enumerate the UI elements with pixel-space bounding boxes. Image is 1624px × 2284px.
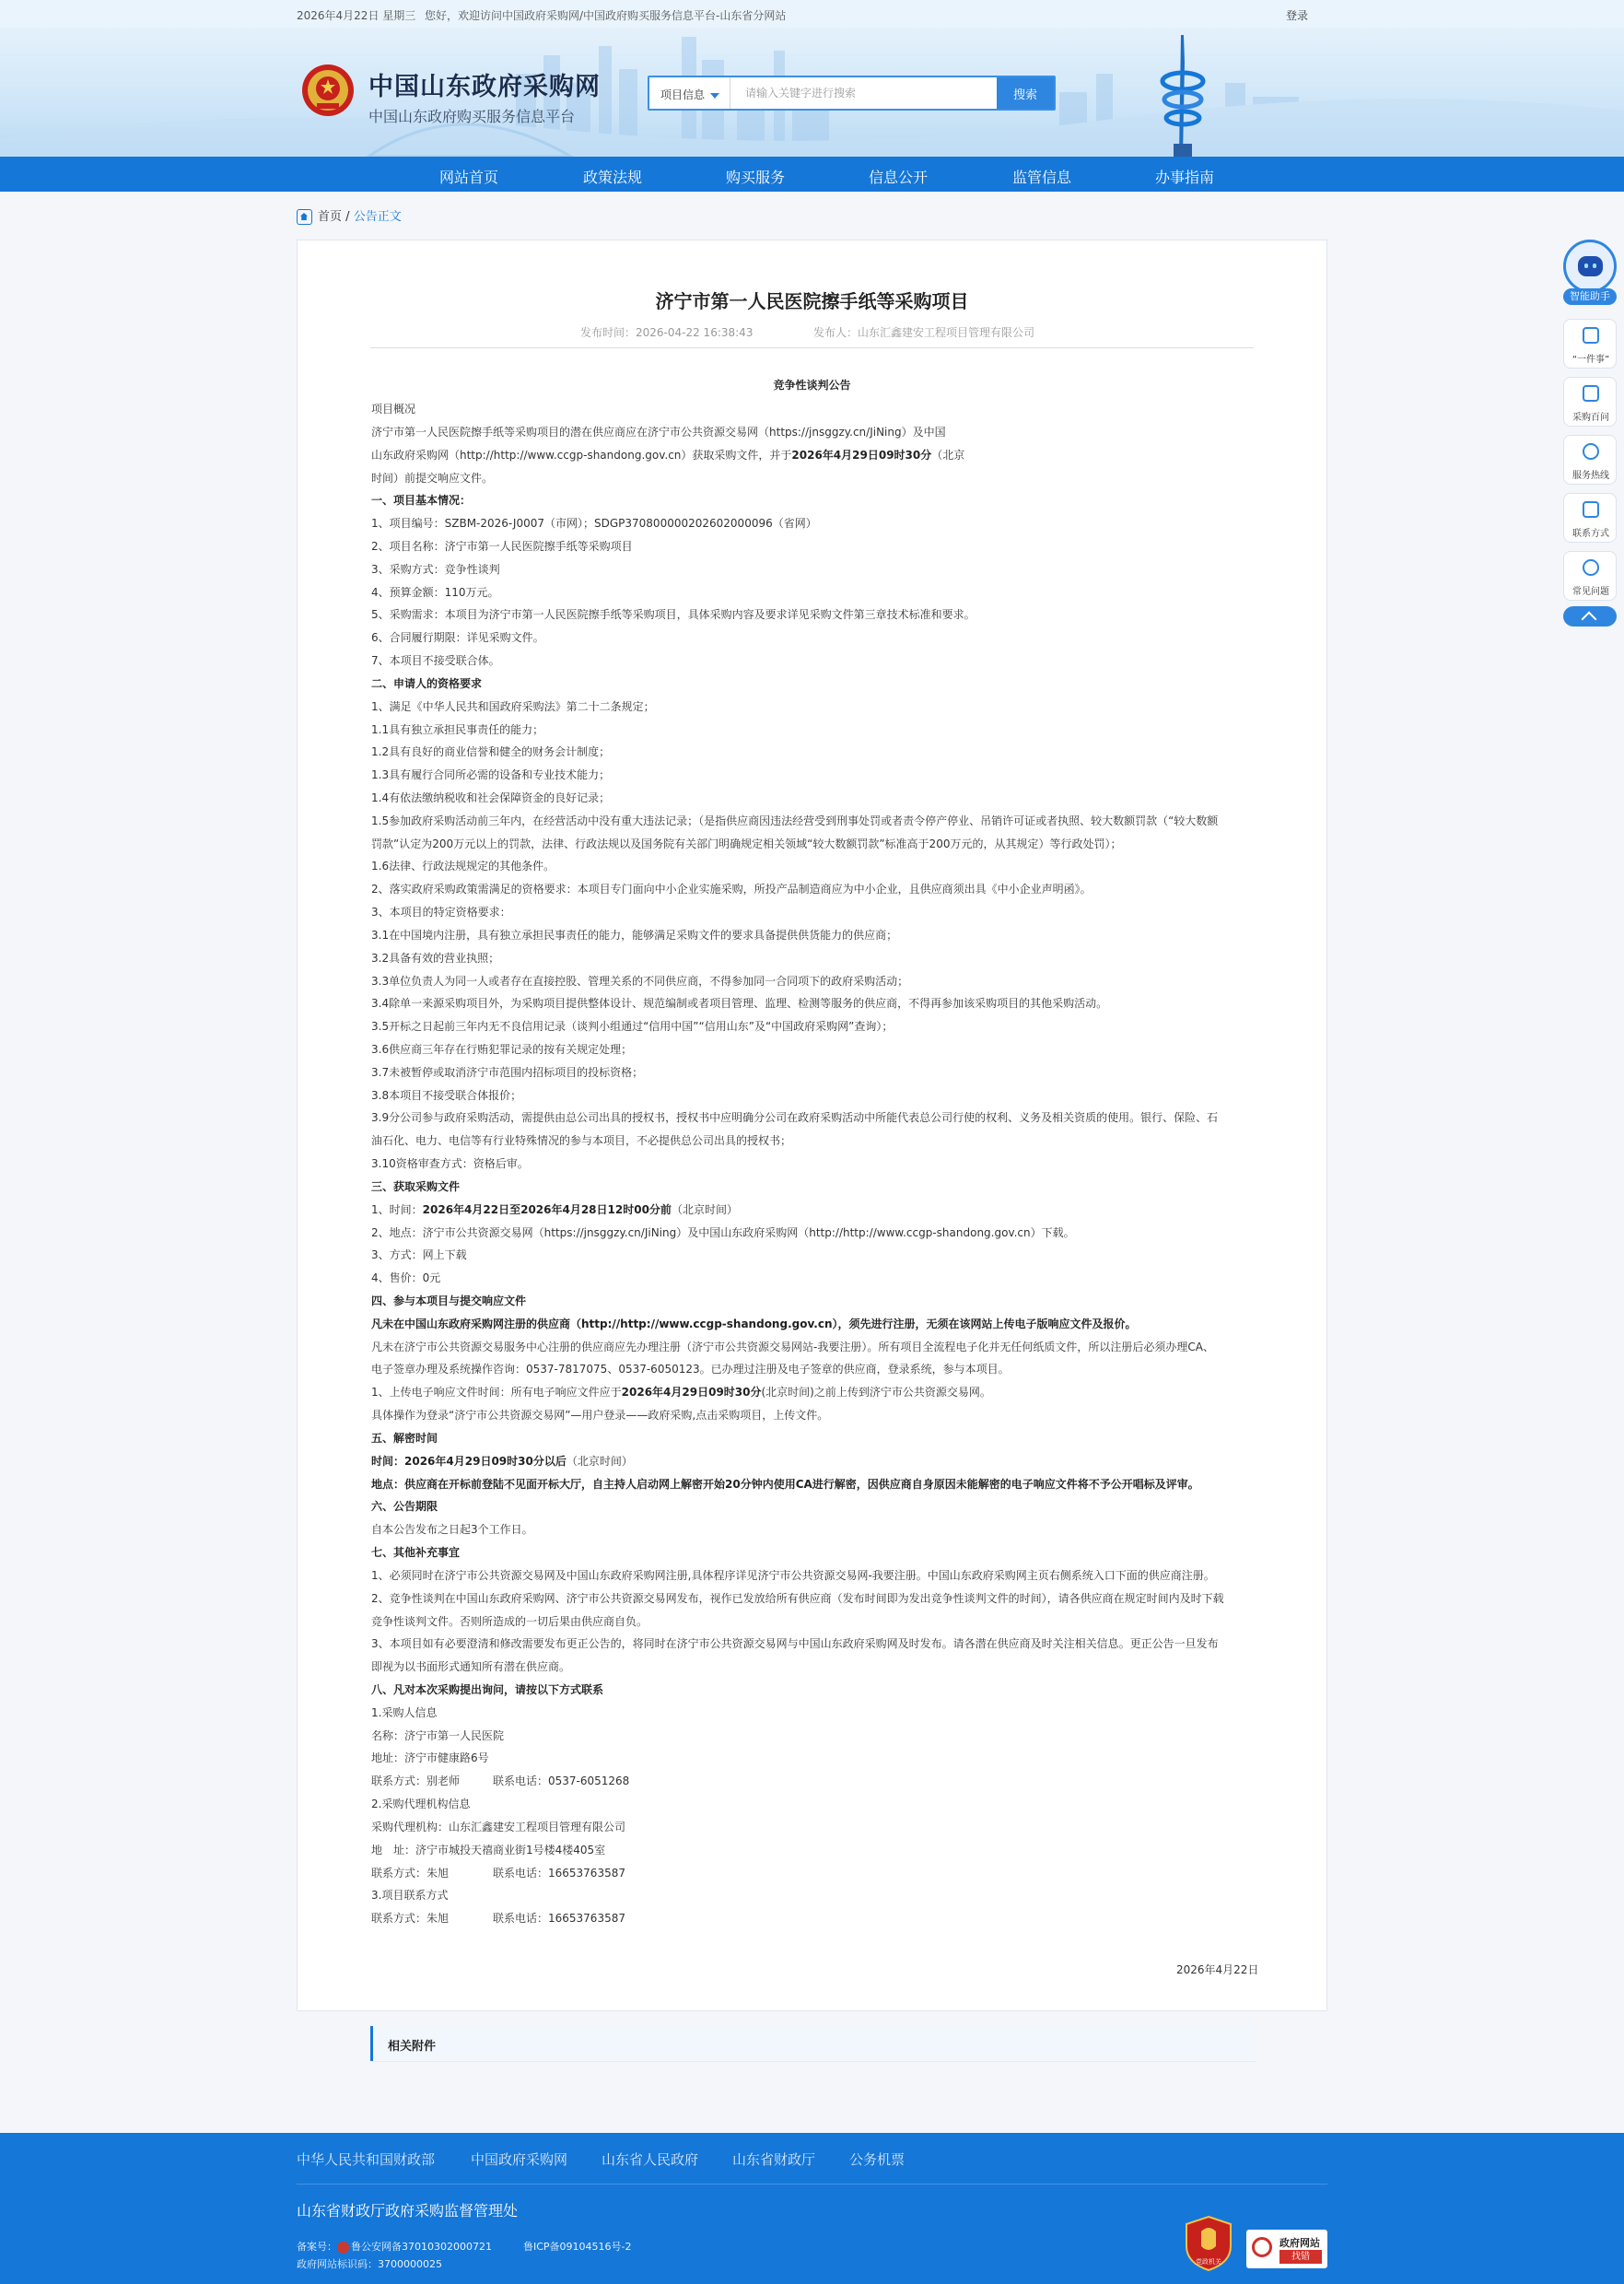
body-line [371,1796,470,1811]
body-text: 1.2具有良好的商业信誉和健全的财务会计制度； [371,745,611,759]
robot-face [1578,256,1603,276]
body-line [371,790,610,805]
body-text: 7、本项目不接受联合体。 [371,654,500,667]
body-text-bold: 二、申请人的资格要求 [371,676,483,690]
publisher: 发布人：山东汇鑫建安工程项目管理有限公司 [813,326,1035,339]
record-label: 备案号： [297,2241,337,2253]
nav-supervision[interactable]: 监管信息 [1012,169,1072,186]
body-text: 3、方式：网上下载 [371,1248,467,1262]
body-line [371,401,415,416]
home-icon[interactable] [297,209,312,225]
body-text: 3.10资格审查方式：资格后审。 [371,1157,529,1171]
body-text: 3.9分公司参与政府采购活动，需提供由总公司出具的授权书，授权书中应明确分公司在政府采购活动中所能代表总公司行使的权利、义务及相关资质的使用。银行、保险、石 [371,1111,1219,1125]
body-text: 2.采购代理机构信息 [371,1798,471,1810]
body-line [371,881,1092,896]
body-text: 竞争性谈判文件。否则所造成的一切后果由供应商自负。 [371,1614,648,1628]
badge-subtitle: 找错 [1279,2250,1322,2264]
police-record-number: 鲁公安网备37010302000721 [351,2241,492,2253]
spiral-tower-illustration [1151,35,1216,157]
nav-guide[interactable]: 办事指南 [1155,169,1215,186]
search-input[interactable] [738,77,964,109]
body-text: 地址：济宁市健康路6号 [371,1751,489,1765]
body-line [371,904,511,919]
body-line [371,721,543,737]
body-text: 时间）前提交响应文件。 [371,471,494,485]
login-link[interactable]: 登录 [1286,9,1309,22]
body-text: 3.项目联系方式 [371,1889,449,1903]
footer-link-mof[interactable]: 中华人民共和国财政部 [297,2151,436,2168]
sidebar-item-one-thing[interactable] [1563,319,1617,369]
body-line [371,1041,632,1057]
body-text: 联系方式：朱旭 联系电话：16653763587 [371,1912,625,1926]
body-text: 2、竞争性谈判在中国山东政府采购网、济宁市公共资源交易网发布，视作已发放给所有供应商（发布时间即为发出竞争性谈判文件的时间），请各供应商在规定时间内及时下载 [371,1591,1224,1605]
body-line [371,1018,893,1034]
body-line [371,1316,1137,1331]
attachments-section [370,2026,1254,2061]
article-title: 济宁市第一人民医院擦手纸等采购项目 [655,290,969,312]
back-to-top-button[interactable] [1563,606,1617,627]
site-subtitle: 中国山东政府购买服务信息平台 [368,108,576,125]
body-line [371,744,610,759]
nav-info-disclosure[interactable]: 信息公开 [869,169,929,186]
body-line [371,1910,625,1926]
body-line [371,1498,438,1514]
police-badge-icon [337,2242,349,2254]
body-text: 山东政府采购网（http://http://www.ccgp-shandong.gov.cn）获取采购文件，并于 [371,448,792,462]
footer-link-shandong-gov[interactable]: 山东省人民政府 [602,2151,699,2168]
body-line [371,652,500,668]
sidebar-item-common-questions[interactable] [1563,551,1617,601]
site-id-code: 政府网站标识码：3700000025 [297,2258,442,2270]
sidebar-item-contact[interactable] [1563,493,1617,543]
body-line [371,424,946,439]
breadcrumb-home[interactable]: 首页 [318,210,343,224]
shield-text: 党政机关 [1196,2258,1221,2266]
body-text: （北京 [931,448,965,462]
magnifier-icon [1252,2237,1272,2257]
body-line [371,858,555,873]
body-line [371,927,897,943]
body-text-bold: 五、解密时间 [371,1431,438,1445]
body-text: 1、必须同时在济宁市公共资源交易网及中国山东政府采购网注册,具体程序详见济宁市公共资源交易网-我要注册。中国山东政府采购网主页右侧系统入口下面的供应商注册。 [371,1568,1215,1582]
body-line [371,1750,489,1765]
body-line [371,629,544,645]
body-text: 具体操作为登录“济宁市公共资源交易网”—用户登录——政府采购,点击采购项目，上传文件。 [371,1409,829,1423]
body-text: （北京时间） [566,1454,633,1468]
body-line [371,995,1107,1011]
body-text: 2、地点：济宁市公共资源交易网（https://jnsggzy.cn/JiNing）及中国山东政府采购网（http://http://www.ccgp-shandong.gov.cn）下载。 [371,1225,1075,1239]
body-text: 联系方式：别老师 联系电话：0537-6051268 [371,1774,630,1788]
body-line [371,1109,1218,1125]
current-date: 2026年4月22日 星期三 [297,9,416,22]
body-text: 3.4除单一来源采购项目外，为采购项目提供整体设计、规范编制或者项目管理、监理、检测等服务的供应商，不得再参加该采购项目的其他采购活动。 [371,997,1108,1011]
assistant-label[interactable]: 智能助手 [1563,288,1617,305]
body-text-bold: 六、公告期限 [371,1500,438,1514]
body-line [371,1201,738,1217]
body-text: 自本公告发布之日起3个工作日。 [371,1523,533,1537]
body-text: 凡未在济宁市公共资源交易服务中心注册的供应商应先办理注册（济宁市公共资源交易网站-我要注册）。所有项目全流程电子化并无任何纸质文件，所以注册后必须办理CA、 [371,1340,1214,1353]
sidebar-item-label: 采购百问 [1572,413,1609,423]
body-text: 1.6法律、行政法规规定的其他条件。 [371,860,555,873]
body-text: 3、本项目的特定资格要求： [371,906,511,919]
body-text: 3.5开标之日起前三年内无不良信用记录（谈判小组通过“信用中国”“信用山东”及“中国政府采购网”查询）； [371,1020,894,1034]
body-line [371,1407,828,1423]
search-category-dropdown[interactable] [649,77,730,109]
national-emblem-icon [300,63,356,118]
body-line [371,698,655,714]
body-text: （北京时间） [671,1202,738,1216]
body-line [371,1224,1075,1240]
body-line [371,1773,629,1788]
body-line [371,584,499,600]
body-line [371,470,493,486]
body-text-bold: 一、项目基本情况： [371,494,472,508]
robot-eye [1584,264,1588,268]
footer-link-finance-dept[interactable]: 山东省财政厅 [732,2151,816,2168]
body-text: 4、预算金额：110万元。 [371,585,499,599]
body-line [371,538,633,554]
body-text: 3.8本项目不接受联合体报价； [371,1088,522,1102]
main-nav [0,157,1624,192]
sidebar-item-label: 服务热线 [1572,471,1609,481]
body-line [371,1384,991,1400]
body-text: 3、采购方式：竞争性谈判 [371,562,500,576]
body-line [371,1613,648,1629]
site-title: 中国山东政府采购网 [368,73,601,101]
body-text-bold: 2026年4月29日09时30分 [621,1386,762,1400]
body-line [371,1819,625,1834]
search-button[interactable]: 搜索 [997,77,1054,109]
body-text: 1.3具有履行合同所必需的设备和专业技术能力； [371,768,611,782]
body-text: 1、时间： [371,1202,423,1216]
body-line [371,1865,625,1880]
body-text: 3.3单位负责人为同一人或者存在直接控股、管理关系的不同供应商，不得参加同一合同项下的政府采购活动； [371,974,909,988]
phone-icon [1583,443,1599,460]
body-line [371,561,500,577]
body-text-bold: 2026年4月22日至2026年4月28日12时00分前 [422,1202,672,1216]
body-line [371,606,976,622]
body-text-bold: 八、凡对本次采购提出询问，请按以下方式联系 [371,1682,604,1696]
body-line [371,1178,460,1194]
body-line [371,1155,529,1171]
body-text: 1.1具有独立承担民事责任的能力； [371,722,544,736]
body-line [371,492,471,508]
body-text: 联系方式：朱旭 联系电话：16653763587 [371,1866,625,1880]
body-line [371,1887,448,1903]
body-line [371,1293,526,1308]
body-line [371,1544,460,1560]
body-line [371,767,610,782]
body-text-bold: 凡未在中国山东政府采购网注册的供应商（http://http://www.ccgp-shandong.gov.cn），须先进行注册，无须在该网站上传电子版响应文件及报价。 [371,1317,1137,1330]
contact-card-icon [1583,501,1599,518]
footer-link-ccgp[interactable]: 中国政府采购网 [471,2151,568,2168]
body-text: 1、上传电子响应文件时间：所有电子响应文件应于 [371,1386,622,1400]
body-text: 3、本项目如有必要澄清和修改需要发布更正公告的，将同时在济宁市公共资源交易网与中国山东政府采购网及时发布。请各潜在供应商及时关注相关信息。更正公告一旦发布 [371,1637,1219,1651]
publish-time: 发布时间：2026-04-22 16:38:43 [580,326,754,339]
body-text-bold: 三、获取采购文件 [371,1179,461,1193]
body-text: 3.1在中国境内注册，具有独立承担民事责任的能力，能够满足采购文件的要求具备提供供货能力的供应商； [371,928,898,942]
robot-assistant-icon[interactable] [1563,240,1617,293]
body-text-bold: 时间：2026年4月29日09时30分以后 [371,1454,567,1468]
title-divider [370,347,1254,348]
police-record[interactable] [297,2239,492,2254]
body-text: 1、满足《中华人民共和国政府采购法》第二十二条规定； [371,699,655,713]
body-text: 地 址：济宁市城投天禧商业街1号楼4楼405室 [371,1843,606,1856]
body-line [371,1681,603,1697]
icp-record[interactable]: 鲁ICP备09104516号-2 [523,2241,632,2253]
body-line [371,1361,1010,1376]
body-text-bold: 地点：供应商在开标前登陆不见面开标大厅，自主持人启动网上解密开始20分钟内使用CA进行解密，因供应商自身原因未能解密的电子响应文件将不予公开唱标及评审。 [371,1477,1199,1491]
body-line [371,515,817,531]
nav-policies[interactable]: 政策法规 [583,169,643,186]
body-text: 2、项目名称：济宁市第一人民医院擦手纸等采购项目 [371,539,633,553]
body-text: 采购代理机构：山东汇鑫建安工程项目管理有限公司 [371,1820,626,1833]
robot-eye [1593,264,1596,268]
body-text: 名称：济宁市第一人民医院 [371,1728,505,1742]
body-line [371,1704,437,1720]
body-text: 1.4有依法缴纳税收和社会保障资金的良好记录； [371,791,611,804]
body-text: 2、落实政府采购政策需满足的资格要求：本项目专门面向中小企业实施采购，所投产品制造商应为中小企业，且供应商须出具《中小企业声明函》。 [371,883,1092,896]
body-text: 3.6供应商三年存在行贿犯罪记录的按有关规定处理； [371,1043,633,1056]
body-text: 4、售价：0元 [371,1271,441,1285]
body-text: 1.采购人信息 [371,1705,438,1719]
body-line [371,1590,1224,1606]
nav-home[interactable]: 网站首页 [439,169,499,186]
body-text: 3.2具备有效的营业执照； [371,951,500,965]
question-icon [1583,559,1599,576]
sidebar-item-label: 常见问题 [1572,587,1609,597]
play-icon [1583,327,1599,344]
body-line [371,813,1218,828]
body-text: 罚款”认定为200万元以上的罚款，法律、行政法规以及国务院有关部门明确规定相关领域“较大数额罚款”标准高于200万元的，从其规定）等行政处罚）； [371,837,1122,850]
body-line [371,1430,438,1446]
notice-heading: 竞争性谈判公告 [773,379,851,392]
body-line [371,675,482,691]
body-line [371,1567,1215,1583]
body-text: 项目概况 [371,403,416,416]
top-info-bar [0,0,1624,28]
search-bar [648,76,1056,111]
body-text: 即视为以书面形式通知所有潜在供应商。 [371,1660,571,1674]
site-footer [0,2133,1624,2284]
body-line [371,1476,1199,1492]
body-line [371,1453,633,1469]
nav-purchase-services[interactable]: 购买服务 [726,169,786,186]
body-line [371,1635,1219,1651]
chevron-down-icon [710,93,719,99]
badge-title: 政府网站 [1279,2237,1320,2249]
list-icon [1583,385,1599,402]
body-text: 1.5参加政府采购活动前三年内，在经营活动中没有重大违法记录；（是指供应商因违法经营受到刑事处罚或者责令停产停业、吊销许可证或者执照、较大数额罚款（“较大数额 [371,814,1219,827]
breadcrumb-current: 公告正文 [353,210,402,224]
body-line [371,1521,533,1537]
sidebar-item-label: 联系方式 [1572,529,1609,539]
body-text-bold: 七、其他补充事宜 [371,1546,461,1559]
signature-date: 2026年4月22日 [1176,1963,1259,1976]
footer-organization: 山东省财政厅政府采购监督管理处 [297,2202,519,2220]
gov-site-error-report-badge[interactable] [1246,2230,1327,2268]
body-line [371,1247,467,1262]
body-text: 3.7未被暂停或取消济宁市范围内招标项目的投标资格； [371,1065,644,1079]
body-line [371,1270,440,1285]
body-line [371,1064,643,1080]
body-text: 6、合同履行期限：详见采购文件。 [371,631,544,645]
breadcrumb-separator: / [345,210,350,224]
body-text: 油石化、电力、电信等有行业特殊情况的参与本项目，不必提供总公司出具的授权书； [371,1134,792,1148]
body-line [371,1658,570,1674]
body-text: 5、采购需求：本项目为济宁市第一人民医院擦手纸等采购项目，具体采购内容及要求详见采购文件第三章技术标准和要求。 [371,608,976,622]
sidebar-item-faq-hundred[interactable] [1563,377,1617,427]
body-line [371,1132,791,1148]
body-line [371,1087,521,1103]
attachments-divider [373,2061,1256,2062]
body-text-bold: 2026年4月29日09时30分 [791,448,932,462]
site-header [0,28,1624,157]
body-text: 1、项目编号：SZBM-2026-J0007（市网）；SDGP370800000202602000096（省网） [371,517,817,531]
breadcrumb [297,206,402,225]
welcome-text: 您好，欢迎访问中国政府采购网/中国政府购买服务信息平台-山东省分网站 [425,9,787,22]
body-line [371,836,1121,851]
sidebar-item-hotline[interactable] [1563,435,1617,485]
footer-link-air-tickets[interactable]: 公务机票 [849,2151,905,2168]
body-line [371,1728,504,1743]
body-text: 济宁市第一人民医院擦手纸等采购项目的潜在供应商应在济宁市公共资源交易网（https://jnsggzy.cn/JiNing）及中国 [371,425,946,439]
sidebar-item-label: “一件事” [1571,355,1610,365]
body-line [371,973,908,989]
search-category-label: 项目信息 [660,88,706,101]
body-line [371,447,964,463]
body-text: (北京时间)之前上传到济宁市公共资源交易网。 [761,1386,991,1400]
party-government-shield-icon[interactable] [1183,2215,1234,2272]
body-text: 电子签章办理及系统操作咨询：0537-7817075、0537-6050123。已办理过注册及电子签章的供应商，登录系统，参与本项目。 [371,1363,1010,1376]
body-line [371,1339,1214,1354]
body-line [371,1842,605,1857]
attachments-label: 相关附件 [388,2040,437,2054]
body-line [371,950,499,966]
body-text-bold: 四、参与本项目与提交响应文件 [371,1294,527,1307]
